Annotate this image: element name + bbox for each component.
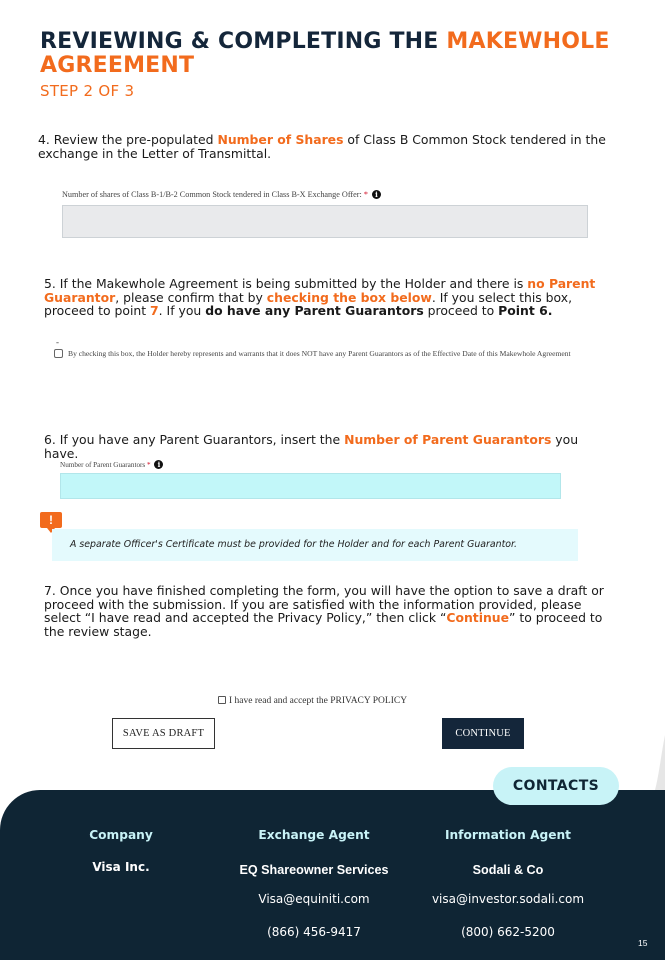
instruction-6 bbox=[44, 433, 614, 460]
instruction-7-text: 7. Once you have finished completing the form, you will have the option to save a draft or proceed with the submission. If you are satisfied with the information provided, please select “I have read and accepted the Privacy Policy,” then click “ bbox=[44, 583, 604, 625]
instruction-5-text-b: , please confirm that by bbox=[115, 289, 267, 305]
instruction-7 bbox=[44, 584, 619, 638]
instruction-5-bold-2: Point 6. bbox=[498, 303, 553, 318]
instruction-4 bbox=[38, 133, 618, 160]
page-title bbox=[40, 30, 640, 78]
instruction-5-text: 5. If the Makewhole Agreement is being submitted by the Holder and there is bbox=[44, 276, 528, 291]
footer-phone[interactable]: (866) 456-9417 bbox=[267, 925, 361, 939]
contacts-footer bbox=[0, 790, 665, 960]
required-marker: * bbox=[147, 461, 151, 469]
instruction-5-bold: do have any Parent Guarantors bbox=[205, 303, 424, 318]
instruction-5-text-c: . If you select this box, proceed to point bbox=[44, 289, 573, 318]
instruction-5-highlight-2: checking the box below bbox=[266, 289, 432, 305]
instruction-7-text-end: ” to proceed to the review stage. bbox=[44, 610, 603, 639]
instruction-5-highlight-3: 7 bbox=[150, 303, 159, 318]
footer-email[interactable]: Visa@equiniti.com bbox=[258, 892, 370, 906]
footer-information-agent-column bbox=[418, 828, 598, 939]
footer-heading: Company bbox=[89, 828, 153, 842]
instruction-5-highlight: no Parent Guarantor bbox=[44, 276, 596, 305]
page-number: 15 bbox=[638, 938, 648, 948]
title-accent-line2: AGREEMENT bbox=[40, 53, 195, 78]
no-parent-guarantor-checkbox[interactable] bbox=[54, 349, 63, 358]
parent-guarantors-input[interactable] bbox=[60, 473, 561, 499]
instruction-5 bbox=[44, 277, 614, 318]
instruction-4-text-end: of Class B Common Stock tendered in the exchange in the Letter of Transmittal. bbox=[38, 132, 606, 161]
parent-guarantors-label-text: Number of Parent Guarantors bbox=[60, 461, 146, 469]
footer-heading: Information Agent bbox=[444, 828, 572, 842]
footer-heading: Exchange Agent bbox=[258, 828, 370, 842]
info-icon[interactable]: i bbox=[372, 190, 381, 199]
required-marker: * bbox=[363, 190, 368, 199]
contacts-badge: CONTACTS bbox=[493, 767, 619, 805]
warning-text: A separate Officer's Certificate must be provided for the Holder and for each Parent Guarantor. bbox=[70, 539, 517, 550]
footer-name: Visa Inc. bbox=[92, 860, 150, 874]
shares-field-label bbox=[62, 190, 381, 199]
footer-email[interactable]: visa@investor.sodali.com bbox=[431, 892, 585, 906]
dash-marker: - bbox=[56, 337, 59, 347]
shares-field-label-text: Number of shares of Class B-1/B-2 Common Stock tendered in Class B-X Exchange Offer: bbox=[62, 190, 362, 199]
info-icon[interactable]: i bbox=[154, 460, 163, 469]
title-accent: MAKEWHOLE bbox=[446, 29, 610, 54]
warning-icon: ! bbox=[40, 512, 62, 528]
no-parent-guarantor-label: By checking this box, the Holder hereby represents and warrants that it does NOT have any Parent Guarantors as of the Effective Date of this Makewhole Agreement bbox=[68, 349, 571, 358]
footer-phone[interactable]: (800) 662-5200 bbox=[461, 925, 555, 939]
instruction-6-highlight: Number of Parent Guarantors bbox=[344, 432, 552, 447]
parent-guarantors-field-label bbox=[60, 460, 163, 469]
instruction-4-highlight: Number of Shares bbox=[217, 132, 344, 147]
save-draft-button[interactable]: SAVE AS DRAFT bbox=[112, 718, 215, 749]
instruction-6-text-end: you have. bbox=[44, 432, 579, 461]
step-indicator: STEP 2 OF 3 bbox=[40, 82, 135, 100]
warning-message bbox=[52, 529, 578, 561]
privacy-policy-row[interactable] bbox=[218, 696, 407, 706]
continue-button[interactable]: CONTINUE bbox=[442, 718, 524, 749]
privacy-policy-checkbox[interactable] bbox=[218, 696, 226, 704]
instruction-5-text-d: . If you bbox=[158, 303, 206, 318]
instruction-5-text-e: proceed to bbox=[423, 303, 499, 318]
footer-name: EQ Shareowner Services bbox=[239, 863, 389, 877]
footer-company-column bbox=[60, 828, 182, 874]
footer-name: Sodali & Co bbox=[472, 863, 544, 877]
footer-exchange-agent-column bbox=[224, 828, 404, 939]
instruction-6-text: 6. If you have any Parent Guarantors, insert the bbox=[44, 432, 345, 447]
privacy-policy-label: I have read and accept the PRIVACY POLICY bbox=[229, 696, 408, 706]
instruction-4-text: 4. Review the pre-populated bbox=[38, 132, 218, 147]
instruction-7-highlight: Continue bbox=[446, 610, 510, 625]
title-text: REVIEWING & COMPLETING THE bbox=[40, 29, 447, 54]
shares-field-input[interactable] bbox=[62, 205, 588, 238]
page-curl-decoration bbox=[655, 735, 665, 790]
